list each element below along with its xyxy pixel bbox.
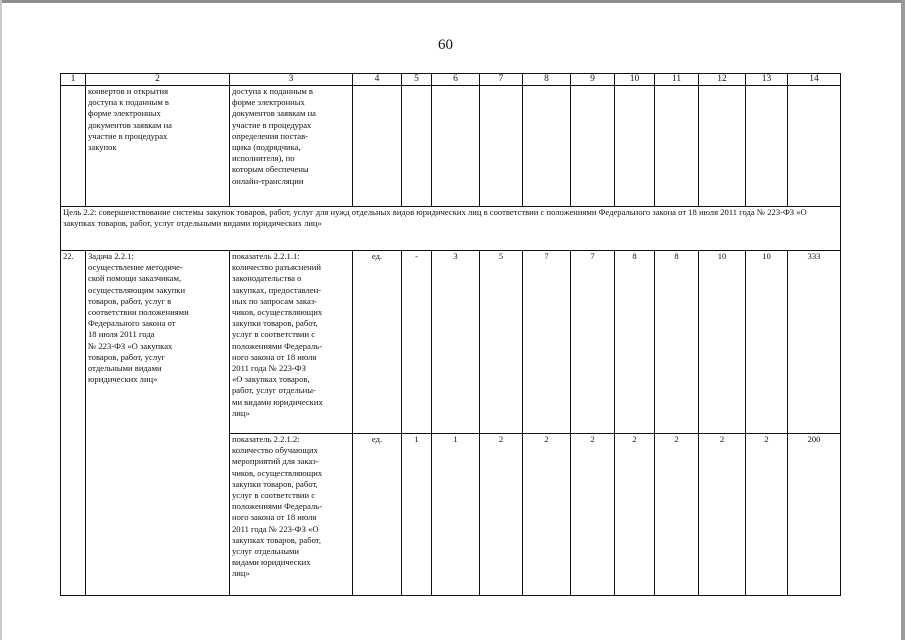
header-cell: 13 bbox=[746, 74, 788, 86]
value-cell: 3 bbox=[432, 251, 480, 434]
header-cell: 2 bbox=[86, 74, 230, 86]
table-cell bbox=[788, 86, 841, 207]
header-cell: 11 bbox=[655, 74, 699, 86]
value-cell: 200 bbox=[788, 434, 841, 596]
goal-row bbox=[61, 207, 841, 251]
table-cell bbox=[480, 86, 523, 207]
value-cell: 10 bbox=[699, 251, 746, 434]
unit-cell: ед. bbox=[353, 251, 402, 434]
value-cell: 2 bbox=[615, 434, 655, 596]
indicator-text: показатель 2.2.1.2: количество обучающих мероприятий для заказ- чиков, осуществляющих закупки товаров, работ, услуг в соответствии с положениями Федераль- ного закона от 18 июля 2011 года № 223-ФЗ «О закупках товаров, работ, услуг отдельными видами юридических лиц» bbox=[230, 434, 353, 596]
continued-indicator-text: доступа к поданным в форме электронных документов заявкам на участие в процедурах определения постав- щика (подрядчика, исполнителя), по которым обеспечены онлайн-трансляции bbox=[230, 86, 353, 207]
value-cell: 7 bbox=[571, 251, 615, 434]
value-cell: 2 bbox=[699, 434, 746, 596]
value-cell: 2 bbox=[480, 434, 523, 596]
header-cell: 14 bbox=[788, 74, 841, 86]
task-text: Задача 2.2.1: осуществление методиче- ской помощи заказчикам, осуществляющим закупки товаров, работ, услуг в соответствии положениями Федерального закона от 18 июля 2011 года № 223-ФЗ «О закупках товаров, работ, услуг отдельными видами юридических лиц» bbox=[86, 251, 230, 596]
header-cell: 5 bbox=[402, 74, 432, 86]
value-cell: 7 bbox=[523, 251, 571, 434]
scan-border-right bbox=[901, 0, 905, 640]
table-cell bbox=[432, 86, 480, 207]
table-cell bbox=[699, 86, 746, 207]
value-cell: - bbox=[402, 251, 432, 434]
goal-text: Цель 2.2: совершенствование системы закупок товаров, работ, услуг для нужд отдельных видов юридических лиц в соответствии с положениями Федерального закона от 18 июля 2011 года № 223-ФЗ «О закупках товаров, работ, услуг отдельными видами юридических лиц» bbox=[61, 207, 841, 251]
scan-border-top bbox=[2, 0, 903, 3]
value-cell: 2 bbox=[523, 434, 571, 596]
table-cell bbox=[61, 86, 86, 207]
header-row bbox=[61, 74, 841, 86]
row-number: 22. bbox=[61, 251, 86, 596]
indicator-text: показатель 2.2.1.1: количество разъяснений законодательства о закупках, предоставлен- ных по запросам заказ- чиков, осуществляющих закупки товаров, работ, услуг в соответствии с положениями Федераль- ного закона от 18 июля 2011 года № 223-ФЗ «О закупках товаров, работ, услуг отдельны- ми видами юридических лиц» bbox=[230, 251, 353, 434]
continued-task-text: конвертов и открытия доступа к поданным в форме электронных документов заявкам на участие в процедурах закупок bbox=[86, 86, 230, 207]
header-cell: 7 bbox=[480, 74, 523, 86]
scan-border-left bbox=[0, 0, 2, 640]
table-cell bbox=[615, 86, 655, 207]
table-cell bbox=[523, 86, 571, 207]
table-cell bbox=[402, 86, 432, 207]
header-cell: 4 bbox=[353, 74, 402, 86]
header-cell: 10 bbox=[615, 74, 655, 86]
value-cell: 10 bbox=[746, 251, 788, 434]
indicator-row-1 bbox=[61, 251, 841, 434]
table-cell bbox=[571, 86, 615, 207]
value-cell: 5 bbox=[480, 251, 523, 434]
header-cell: 12 bbox=[699, 74, 746, 86]
unit-cell: ед. bbox=[353, 434, 402, 596]
header-cell: 8 bbox=[523, 74, 571, 86]
value-cell: 2 bbox=[571, 434, 615, 596]
page-number: 60 bbox=[438, 37, 453, 53]
header-cell: 1 bbox=[61, 74, 86, 86]
value-cell: 8 bbox=[615, 251, 655, 434]
header-cell: 6 bbox=[432, 74, 480, 86]
indicators-table bbox=[60, 73, 841, 596]
table-cell bbox=[746, 86, 788, 207]
value-cell: 2 bbox=[655, 434, 699, 596]
table-cell bbox=[655, 86, 699, 207]
table-cell bbox=[353, 86, 402, 207]
value-cell: 2 bbox=[746, 434, 788, 596]
continued-row bbox=[61, 86, 841, 207]
header-cell: 3 bbox=[230, 74, 353, 86]
header-cell: 9 bbox=[571, 74, 615, 86]
value-cell: 1 bbox=[432, 434, 480, 596]
value-cell: 1 bbox=[402, 434, 432, 596]
value-cell: 8 bbox=[655, 251, 699, 434]
value-cell: 333 bbox=[788, 251, 841, 434]
